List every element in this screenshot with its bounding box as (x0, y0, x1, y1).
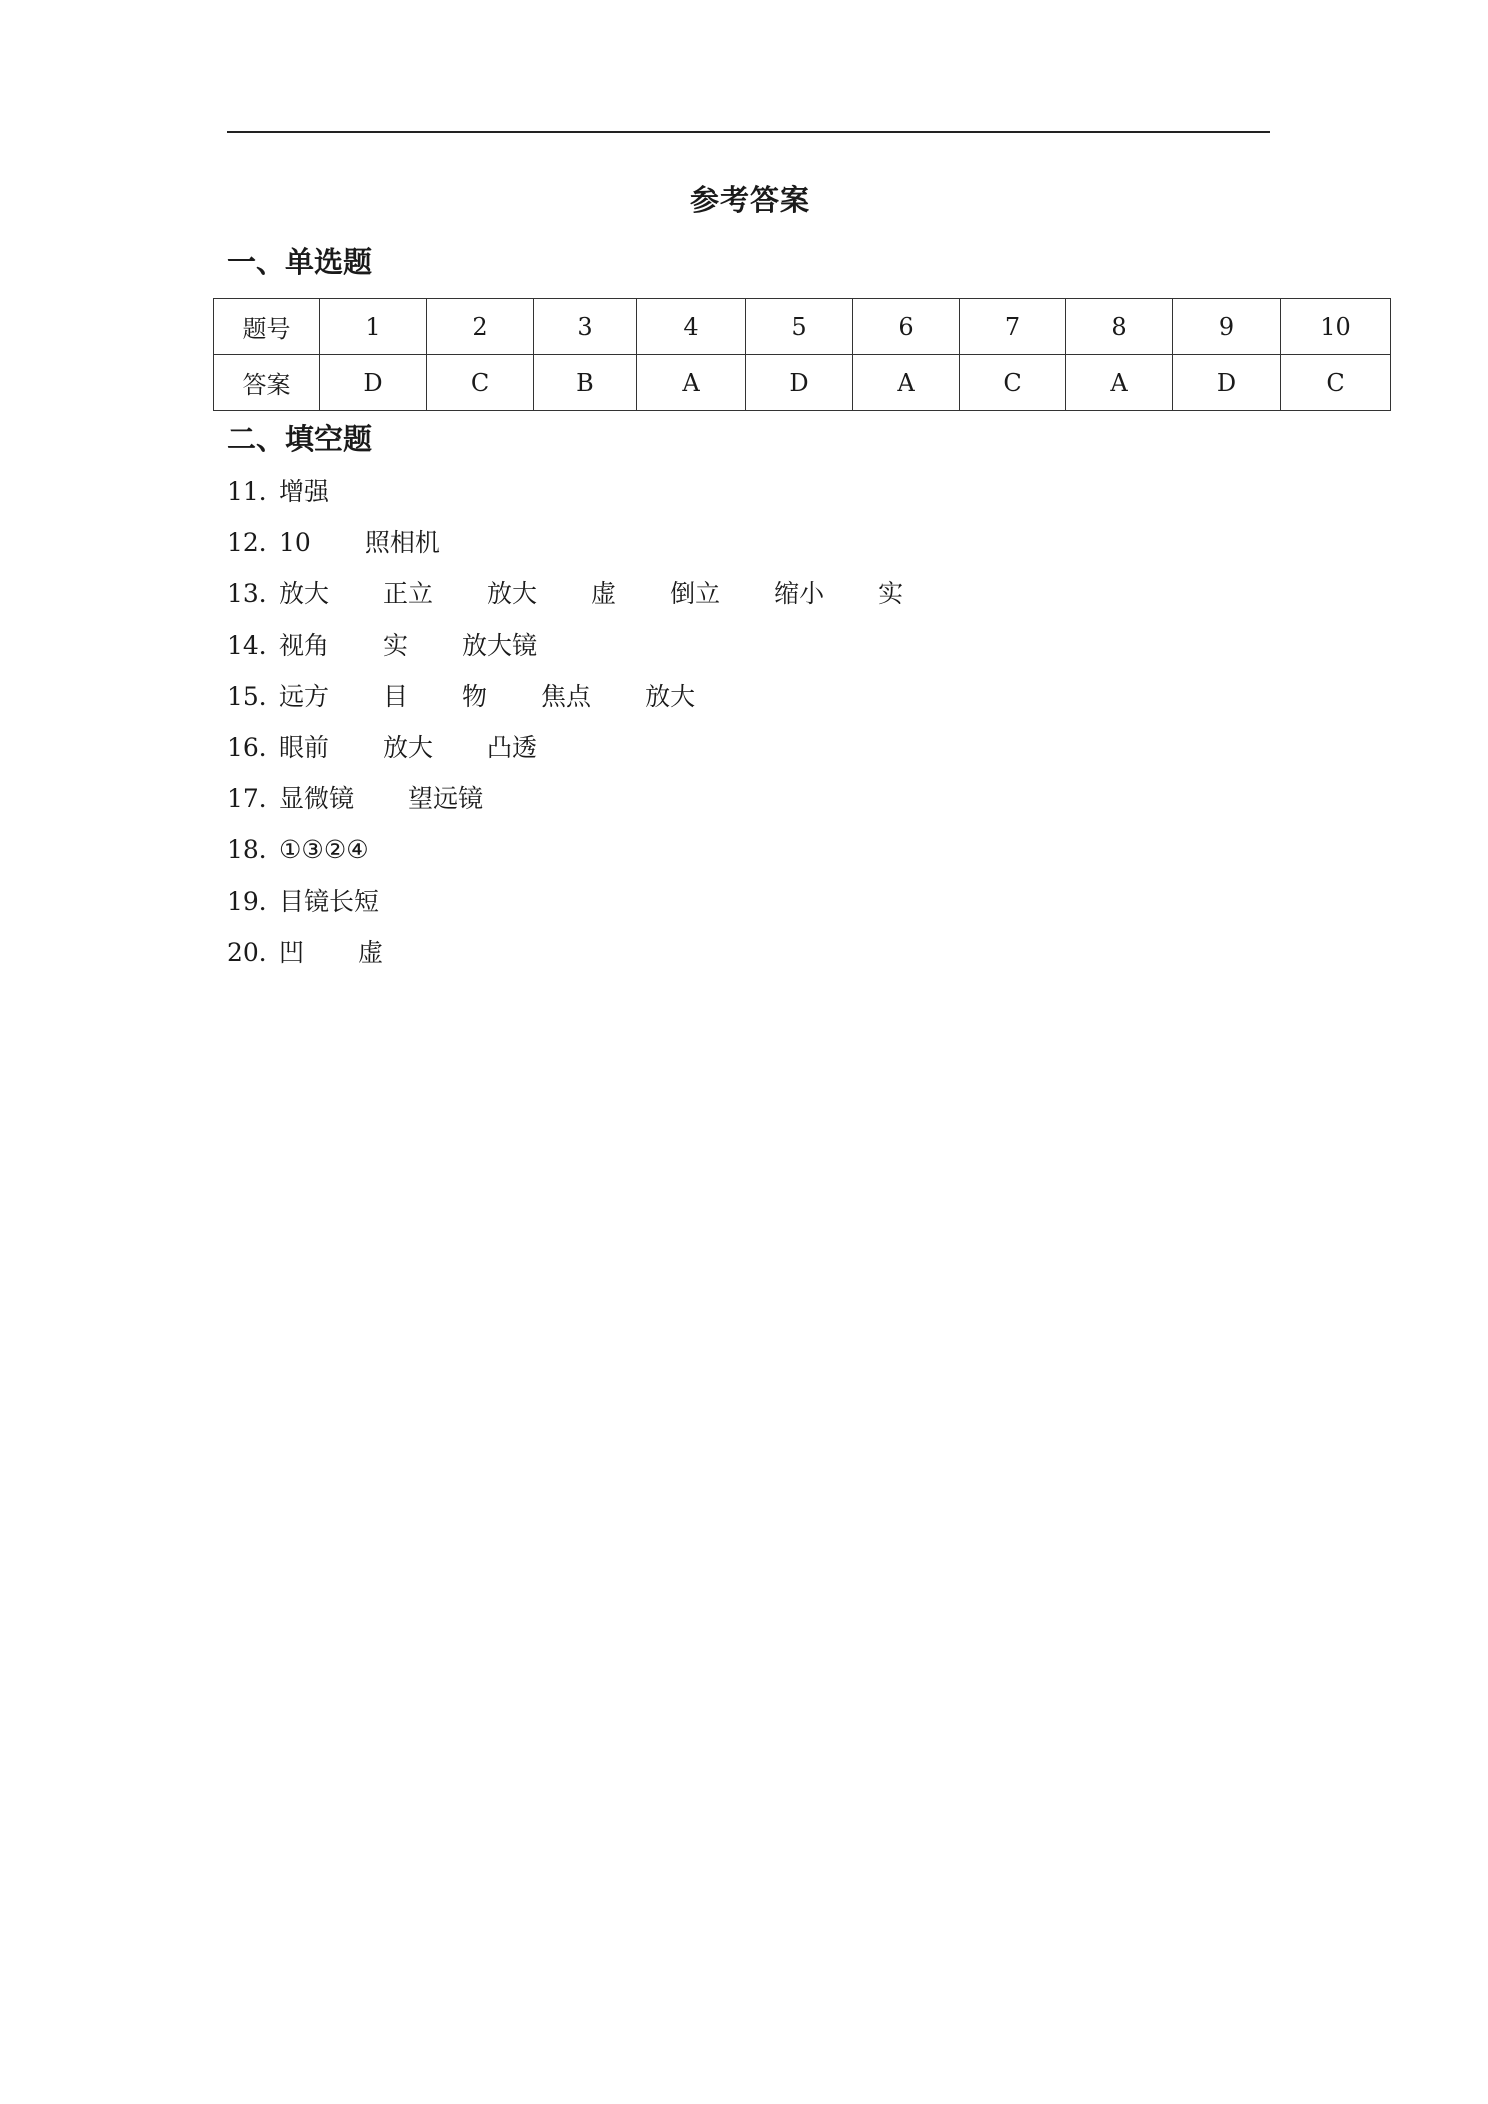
answer-cell: D (746, 355, 853, 411)
blank-answer: 远方 (279, 681, 330, 711)
question-number-cell: 8 (1066, 299, 1173, 355)
answer-cell: C (1281, 355, 1391, 411)
blank-answer: 目 (383, 681, 409, 711)
question-number-cell: 2 (427, 299, 534, 355)
list-item (227, 730, 903, 781)
list-item (227, 576, 903, 627)
answer-cell: A (637, 355, 746, 411)
fill-blank-answer-list (227, 474, 903, 986)
blank-answer: ①③②④ (279, 835, 369, 865)
blank-answer: 凸透 (487, 732, 538, 762)
blank-answer: 视角 (279, 630, 330, 660)
question-number: 20． (227, 937, 284, 967)
question-number: 15． (227, 681, 284, 711)
answer-cell: A (1066, 355, 1173, 411)
answer-cell: B (534, 355, 637, 411)
question-number-cell: 10 (1281, 299, 1391, 355)
answer-row (214, 355, 1391, 411)
answer-cell: C (960, 355, 1066, 411)
question-number: 19． (227, 886, 284, 916)
question-number: 16． (227, 732, 284, 762)
blank-answer: 放大 (279, 579, 330, 609)
blank-answer: 虚 (358, 937, 384, 967)
question-number-cell: 6 (853, 299, 960, 355)
blank-answer: 望远镜 (408, 784, 484, 814)
blank-answer: 眼前 (279, 732, 330, 762)
question-number-cell: 1 (320, 299, 427, 355)
blank-answer: 放大 (383, 732, 434, 762)
row-label-question-number: 题号 (214, 299, 320, 355)
list-item (227, 525, 903, 576)
answer-cell: A (853, 355, 960, 411)
list-item (227, 628, 903, 679)
question-number-cell: 7 (960, 299, 1066, 355)
blank-answer: 焦点 (541, 681, 592, 711)
blank-answer: 增强 (279, 477, 330, 506)
blank-answer: 实 (878, 579, 904, 609)
single-choice-answer-table (213, 298, 1391, 411)
blank-answer: 10 (279, 528, 311, 558)
question-number-cell: 3 (534, 299, 637, 355)
question-number-cell: 9 (1173, 299, 1281, 355)
header-rule (227, 131, 1270, 133)
blank-answer: 实 (383, 630, 409, 660)
question-number-cell: 5 (746, 299, 853, 355)
row-label-answer: 答案 (214, 355, 320, 411)
question-number-row (214, 299, 1391, 355)
list-item (227, 679, 903, 730)
list-item (227, 474, 903, 525)
blank-answer: 放大镜 (462, 630, 538, 660)
answer-cell: D (320, 355, 427, 411)
blank-answer: 显微镜 (279, 784, 355, 814)
question-number: 13． (227, 579, 284, 609)
blank-answer: 虚 (591, 579, 617, 609)
blank-answer: 倒立 (670, 579, 721, 609)
list-item (227, 832, 903, 883)
blank-answer: 放大 (645, 681, 696, 711)
blank-answer: 正立 (383, 579, 434, 609)
list-item (227, 781, 903, 832)
blank-answer: 放大 (487, 579, 538, 609)
answer-cell: D (1173, 355, 1281, 411)
page-title: 参考答案 (689, 183, 810, 217)
question-number: 17． (227, 784, 284, 814)
blank-answer: 照相机 (364, 528, 440, 558)
question-number: 12． (227, 528, 284, 558)
question-number: 11． (227, 477, 284, 506)
question-number: 18． (227, 835, 284, 865)
blank-answer: 缩小 (774, 579, 825, 609)
list-item (227, 935, 903, 986)
section-heading-single-choice: 一、单选题 (227, 245, 373, 279)
section-heading-fill-blank: 二、填空题 (227, 422, 373, 456)
blank-answer: 物 (462, 681, 488, 711)
blank-answer: 目镜长短 (279, 886, 380, 916)
answer-cell: C (427, 355, 534, 411)
blank-answer: 凹 (279, 937, 305, 967)
question-number: 14． (227, 630, 284, 660)
question-number-cell: 4 (637, 299, 746, 355)
list-item (227, 884, 903, 935)
